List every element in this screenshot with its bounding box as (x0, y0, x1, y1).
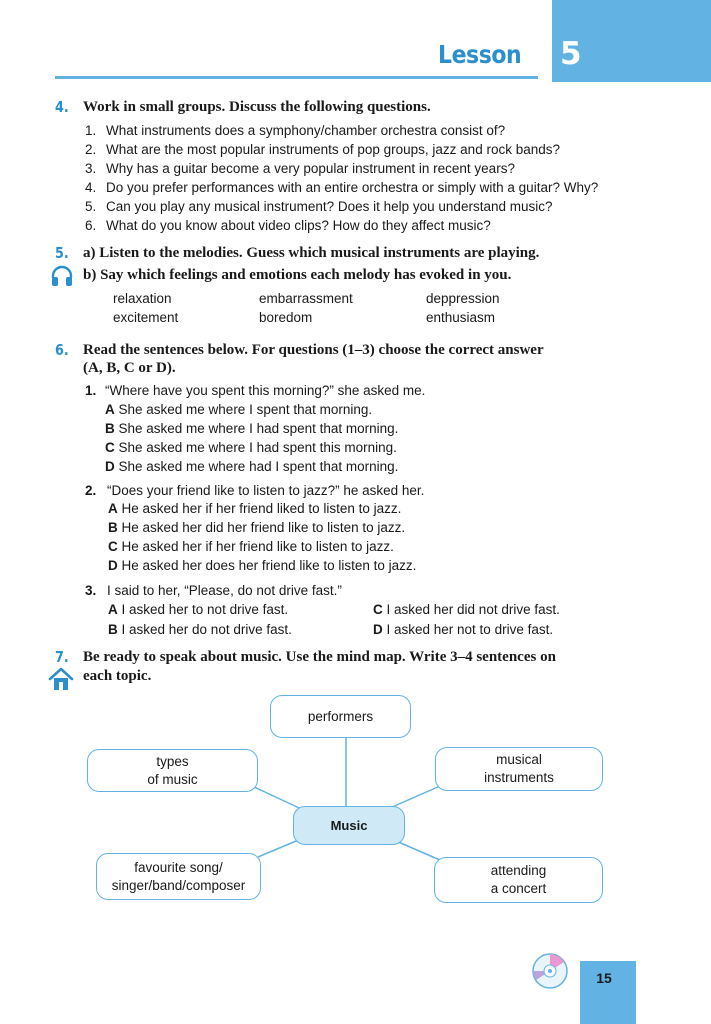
question-text: What do you know about video clips? How do they affect music? (106, 218, 491, 233)
feeling-word: enthusiasm (426, 310, 496, 325)
connector-line (390, 786, 440, 808)
mind-map-node-favourite (96, 853, 261, 900)
question-number: 2. (85, 483, 97, 498)
question-index: 3. (85, 161, 97, 176)
exercise-6-number: 6. (55, 341, 69, 359)
question-text: I said to her, “Please, do not drive fast.” (107, 583, 342, 598)
option-text: She asked me where I spent that morning. (114, 402, 373, 417)
node-label: favourite song/ (134, 859, 223, 875)
feeling-word: boredom (259, 310, 313, 325)
page-number: 15 (596, 970, 612, 986)
exercise-7-instruction: Be ready to speak about music. Use the mind map. Write 3–4 sentences on (83, 649, 556, 665)
feeling-word: excitement (113, 310, 179, 325)
exercise-5-part-a: a) Listen to the melodies. Guess which musical instruments are playing. (83, 245, 540, 261)
question-number: 1. (85, 383, 97, 398)
feeling-word: embarrassment (259, 291, 353, 306)
option-text: He asked her did her friend like to listen to jazz. (117, 520, 406, 535)
option-text: She asked me where had I spent that morning. (114, 459, 399, 474)
option-letter: D (373, 622, 383, 637)
option-letter: C (108, 539, 118, 554)
mind-map-node-center (293, 806, 405, 845)
option-letter: A (108, 501, 118, 516)
option-letter: A (108, 602, 118, 617)
question-text: “Does your friend like to listen to jazz?” he asked her. (107, 483, 425, 498)
option-text: I asked her did not drive fast. (382, 602, 560, 617)
question-text: What are the most popular instruments of pop groups, jazz and rock bands? (106, 142, 560, 157)
question-index: 6. (85, 218, 97, 233)
exercise-7-instruction-cont: each topic. (83, 668, 152, 684)
mind-map-node-performers (270, 695, 411, 738)
option-letter: B (108, 622, 118, 637)
node-label: singer/band/composer (111, 877, 246, 893)
exercise-5-part-b: b) Say which feelings and emotions each melody has evoked in you. (83, 267, 512, 283)
question-index: 2. (85, 142, 97, 157)
option-text: I asked her do not drive fast. (117, 622, 292, 637)
question-index: 4. (85, 180, 97, 195)
option-letter: C (105, 440, 115, 455)
exercise-7-number: 7. (55, 648, 69, 666)
feeling-word: deppression (426, 291, 500, 306)
option-text: She asked me where I had spent that morning. (114, 421, 399, 436)
node-label: attending (490, 863, 547, 878)
question-text: “Where have you spent this morning?” she asked me. (105, 383, 426, 398)
exercise-6-instruction-cont: (A, B, C or D). (83, 360, 176, 376)
option-letter: B (108, 520, 118, 535)
node-label: instruments (484, 770, 554, 785)
mind-map-node-types-of-music (87, 749, 258, 792)
lesson-label: Lesson (438, 40, 522, 69)
option-text: He asked her if her friend like to listen to jazz. (117, 539, 394, 554)
node-label: musical (496, 752, 542, 767)
option-text: I asked her not to drive fast. (382, 622, 554, 637)
question-index: 1. (85, 123, 97, 138)
option-text: She asked me where I had spent this morning. (114, 440, 397, 455)
exercise-5-number: 5. (55, 244, 69, 262)
connector-line (396, 841, 440, 860)
option-text: He asked her if her friend liked to listen to jazz. (117, 501, 402, 516)
question-text: Can you play any musical instrument? Does it help you understand music? (106, 199, 553, 214)
feeling-word: relaxation (113, 291, 172, 306)
option-letter: A (105, 402, 115, 417)
question-text: Why has a guitar become a very popular instrument in recent years? (106, 161, 515, 176)
mind-map-node-musical-instruments (435, 747, 603, 791)
option-letter: D (108, 558, 118, 573)
option-text: He asked her does her friend like to listen to jazz. (117, 558, 417, 573)
node-label: of music (147, 771, 198, 787)
cd-disc-icon (531, 952, 569, 990)
option-letter: B (105, 421, 115, 436)
lesson-number: 5 (560, 36, 582, 72)
option-text: I asked her to not drive fast. (117, 602, 289, 617)
node-label: Music (330, 817, 368, 833)
exercise-4-number: 4. (55, 98, 69, 116)
question-text: Do you prefer performances with an entire orchestra or simply with a guitar? Why? (106, 180, 599, 195)
node-label: a concert (490, 881, 547, 896)
question-text: What instruments does a symphony/chamber orchestra consist of? (106, 123, 506, 138)
question-number: 3. (85, 583, 97, 598)
option-letter: C (373, 602, 383, 617)
mind-map-node-concert (434, 857, 603, 903)
exercise-4-instruction: Work in small groups. Discuss the following questions. (83, 99, 431, 115)
node-label: performers (307, 708, 374, 724)
option-letter: D (105, 459, 115, 474)
exercise-6-instruction: Read the sentences below. For questions (1–3) choose the correct answer (83, 342, 544, 358)
question-index: 5. (85, 199, 97, 214)
node-label: types (156, 753, 189, 769)
